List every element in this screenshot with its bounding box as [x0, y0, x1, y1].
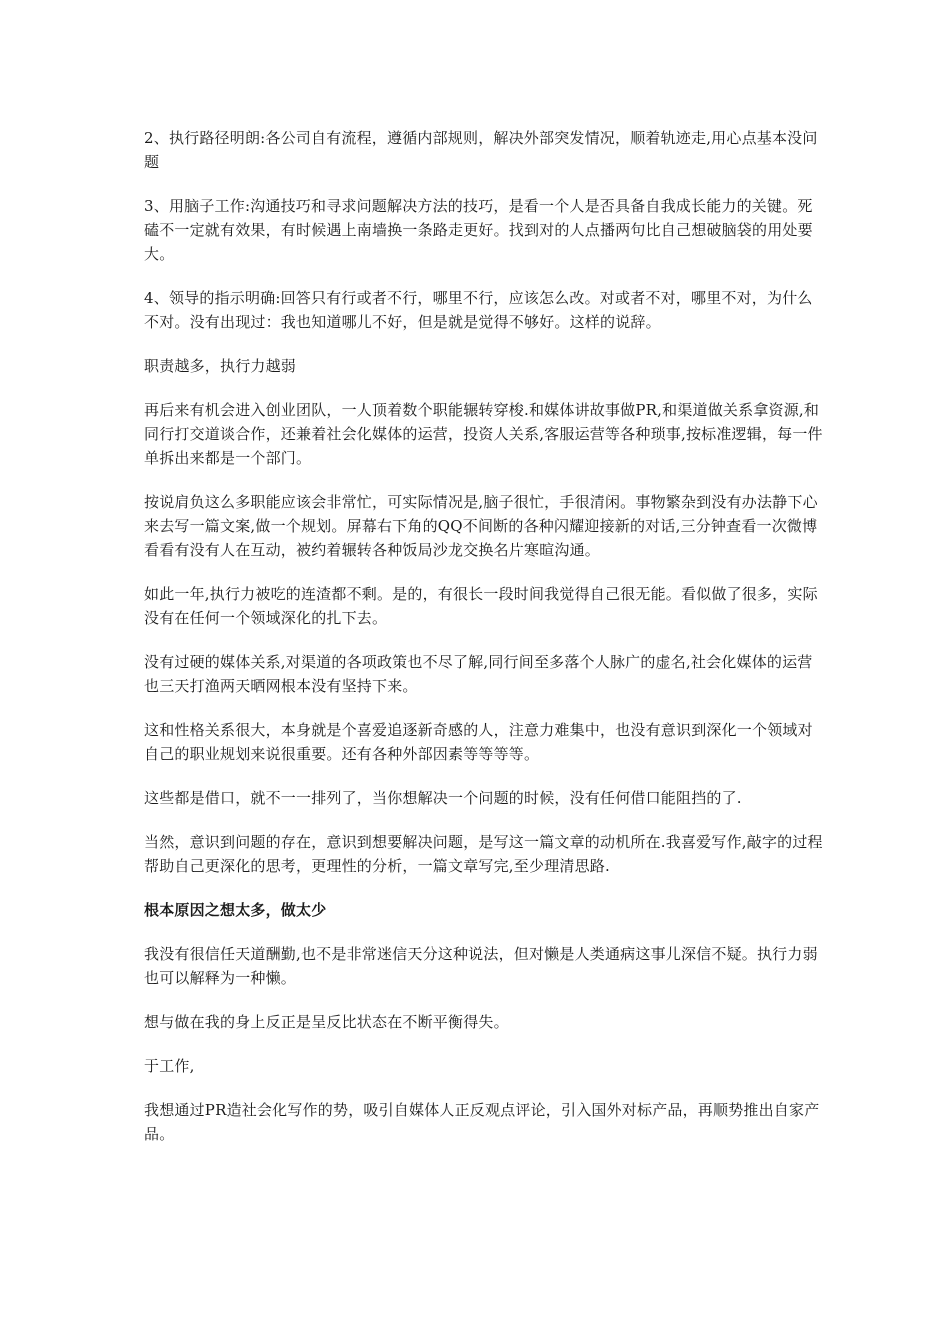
paragraph-media-relations: 没有过硬的媒体关系,对渠道的各项政策也不尽了解,同行间至多落个人脉广的虚名,社会化媒体的运营也三天打渔两天晒网根本没有坚持下来。 [144, 653, 813, 695]
section-heading-root-cause: 根本原因之想太多，做太少 [144, 901, 327, 919]
paragraph-pr-plan: 我想通过PR造社会化写作的势，吸引自媒体人正反观点评论，引入国外对标产品，再顺势推出自家产品。 [144, 1101, 820, 1143]
paragraph-writing-motive: 当然，意识到问题的存在，意识到想要解决问题，是写这一篇文章的动机所在.我喜爱写作,敲字的过程帮助自己更深化的思考，更理性的分析，一篇文章写完,至少理清思路. [144, 833, 823, 875]
paragraph-one-year: 如此一年,执行力被吃的连渣都不剩。是的，有很长一段时间我觉得自己很无能。看似做了很多，实际没有在任何一个领域深化的扎下去。 [144, 585, 818, 627]
paragraph-leader-instructions: 4、领导的指示明确:回答只有行或者不行，哪里不行，应该怎么改。对或者不对，哪里不对，为什么不对。没有出现过：我也知道哪儿不好，但是就是觉得不够好。这样的说辞。 [144, 289, 813, 331]
article-body [144, 126, 824, 1166]
paragraph-personality: 这和性格关系很大，本身就是个喜爱追逐新奇感的人，注意力难集中，也没有意识到深化一个领域对自己的职业规划来说很重要。还有各种外部因素等等等等。 [144, 721, 813, 763]
section-heading-duties: 职责越多，执行力越弱 [144, 357, 297, 375]
paragraph-execution-path: 2、执行路径明朗:各公司自有流程，遵循内部规则，解决外部突发情况，顺着轨迹走,用心点基本没问题 [144, 129, 818, 171]
paragraph-use-brain: 3、用脑子工作:沟通技巧和寻求问题解决方法的技巧，是看一个人是否具备自我成长能力的关键。死磕不一定就有效果，有时候遇上南墙换一条路走更好。找到对的人点播两句比自己想破脑袋的用处要大。 [144, 197, 813, 263]
paragraph-work-intro: 于工作, [144, 1057, 195, 1075]
paragraph-laziness: 我没有很信任天道酬勤,也不是非常迷信天分这种说法，但对懒是人类通病这事儿深信不疑。执行力弱也可以解释为一种懒。 [144, 945, 818, 987]
paragraph-busy-mind: 按说肩负这么多职能应该会非常忙，可实际情况是,脑子很忙，手很清闲。事物繁杂到没有办法静下心来去写一篇文案,做一个规划。屏幕右下角的QQ不间断的各种闪耀迎接新的对话,三分钟查看一次微博看看有没有人在互动，被约着辗转各种饭局沙龙交换名片寒暄沟通。 [144, 493, 818, 559]
paragraph-excuses: 这些都是借口，就不一一排列了，当你想解决一个问题的时候，没有任何借口能阻挡的了. [144, 789, 742, 807]
paragraph-think-vs-do: 想与做在我的身上反正是呈反比状态在不断平衡得失。 [144, 1013, 509, 1031]
paragraph-startup-team: 再后来有机会进入创业团队，一人顶着数个职能辗转穿梭.和媒体讲故事做PR,和渠道做关系拿资源,和同行打交道谈合作，还兼着社会化媒体的运营，投资人关系,客服运营等各种琐事,按标准逻辑，每一件单拆出来都是一个部门。 [144, 401, 823, 467]
